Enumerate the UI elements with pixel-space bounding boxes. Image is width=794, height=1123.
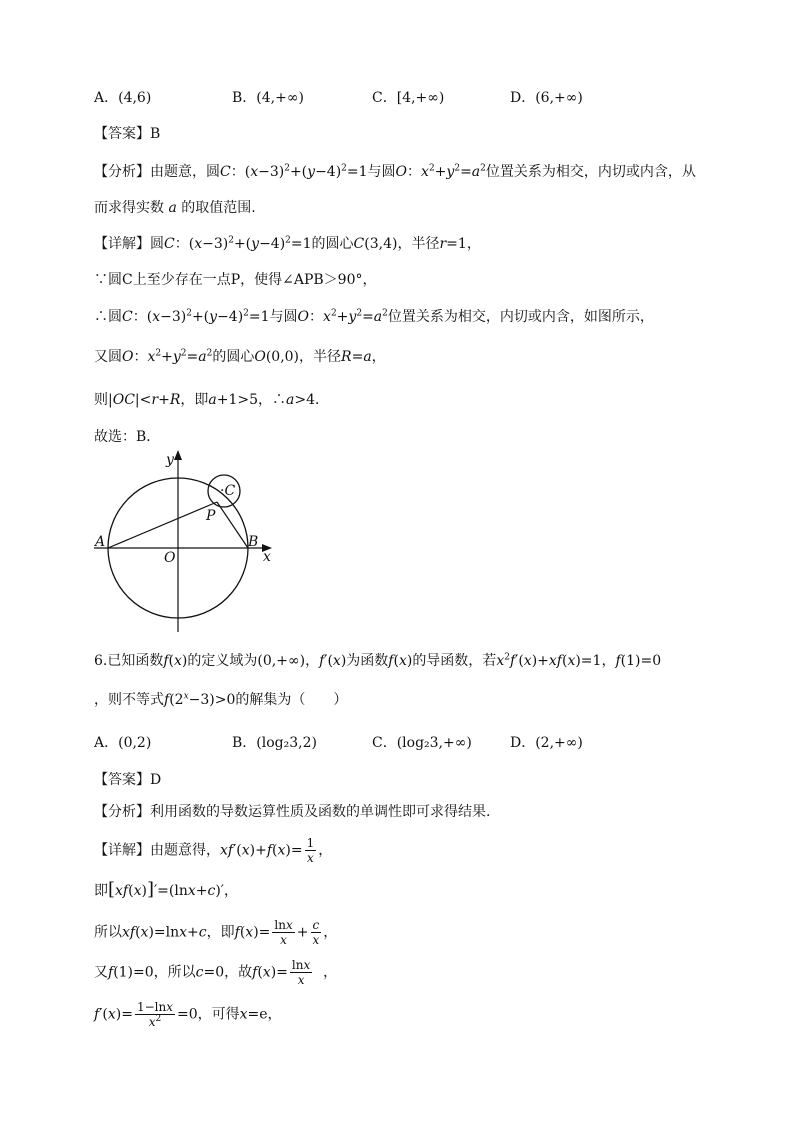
segment-ap <box>108 502 217 548</box>
q6-option-c: C．(log₂3,+∞) <box>372 735 472 751</box>
segment-pb <box>217 502 248 548</box>
answer-value: B <box>150 126 161 142</box>
q5-option-c: C．[4,+∞) <box>372 90 445 106</box>
q5-option-a: A．(4,6) <box>94 90 152 106</box>
q5-answer <box>94 124 160 144</box>
label-y: y <box>166 452 174 468</box>
q5-option-b: B．(4,+∞) <box>232 90 304 106</box>
q5-analysis-line2: 而求得实数 a 的取值范围. <box>94 200 256 216</box>
circle-figure <box>90 448 290 638</box>
answer-label: 【答案】 <box>94 772 150 788</box>
analysis-label: 【分析】 <box>94 164 150 180</box>
q6-detail-line1: 【详解】由题意得，xf′(x)+f(x)= $\frac{1}{x}$ ， <box>94 836 333 865</box>
q6-answer <box>94 770 161 790</box>
q5-detail-line3: ∴圆C：$(x-3)^2+(y-4)^2=1$与圆O：$x^2+y^2=a^2$位置关系为相交，内切或内含，如图所示， <box>94 308 654 325</box>
q5-analysis-line1: 【分析】由题意，圆C：$(x-3)^2+(y-4)^2=1$与圆O：$x^2+y^2=a^2$位置关系为相交，内切或内含，从 <box>94 163 696 180</box>
q5-detail-line6: 故选：B． <box>94 429 161 445</box>
label-p: P <box>206 508 216 524</box>
detail-label: 【详解】 <box>94 842 150 859</box>
answer-label: 【答案】 <box>94 126 150 142</box>
label-b: B <box>248 534 259 550</box>
q5-option-d: D．(6,+∞) <box>510 90 583 106</box>
analysis-label: 【分析】 <box>94 804 150 820</box>
q6-option-d: D．(2,+∞) <box>510 735 583 751</box>
q5-detail-line1: 【详解】圆C：$(x-3)^2+(y-4)^2=1$的圆心C(3,4)，半径r=1， <box>94 235 481 252</box>
q5-detail-line2: ∵圆C上至少存在一点P，使得∠APB＞90°， <box>94 272 377 288</box>
answer-value: D <box>150 772 162 788</box>
q6-detail-line4: 又f(1)=0，所以c=0，故f(x)= $\frac{\ln x}{x}$ ， <box>94 958 338 987</box>
q6-stem-line2: ，则不等式$f(2^x-3)>0$的解集为（ ） <box>94 691 348 708</box>
label-o: O <box>164 550 176 566</box>
q6-detail-line3: 所以xf(x)=lnx+c，即f(x)= $\frac{\ln x}{x}$ + $\frac{c}{x}$ ， <box>94 918 338 947</box>
q6-stem-line1: 6.已知函数f(x)的定义域为(0,+∞)，f′(x)为函数f(x)的导函数，若$x^2f'(x)+xf(x)=1$，f(1)=0 <box>94 652 662 669</box>
q5-detail-line4: 又圆O：$x^2+y^2=a^2$的圆心O(0,0)，半径R=a， <box>94 348 386 365</box>
label-x: x <box>263 549 271 565</box>
label-c: ·C <box>220 483 236 499</box>
q6-detail-line2: 即[xf(x)]′=(lnx+c)′， <box>94 879 238 900</box>
q5-detail-line5: 则|OC|<r+R，即a+1>5，∴a>4． <box>94 392 329 408</box>
q6-analysis: 【分析】利用函数的导数运算性质及函数的单调性即可求得结果. <box>94 804 491 820</box>
y-axis-arrow <box>174 450 182 460</box>
detail-label: 【详解】 <box>94 236 150 252</box>
q6-detail-line5: f′(x)= $\frac{1-\ln x}{x^2}$ =0，可得x=e， <box>94 1000 282 1029</box>
q6-option-a: A．(0,2) <box>94 735 152 751</box>
q6-option-b: B．(log₂3,2) <box>232 735 317 751</box>
label-a: A <box>95 534 106 550</box>
